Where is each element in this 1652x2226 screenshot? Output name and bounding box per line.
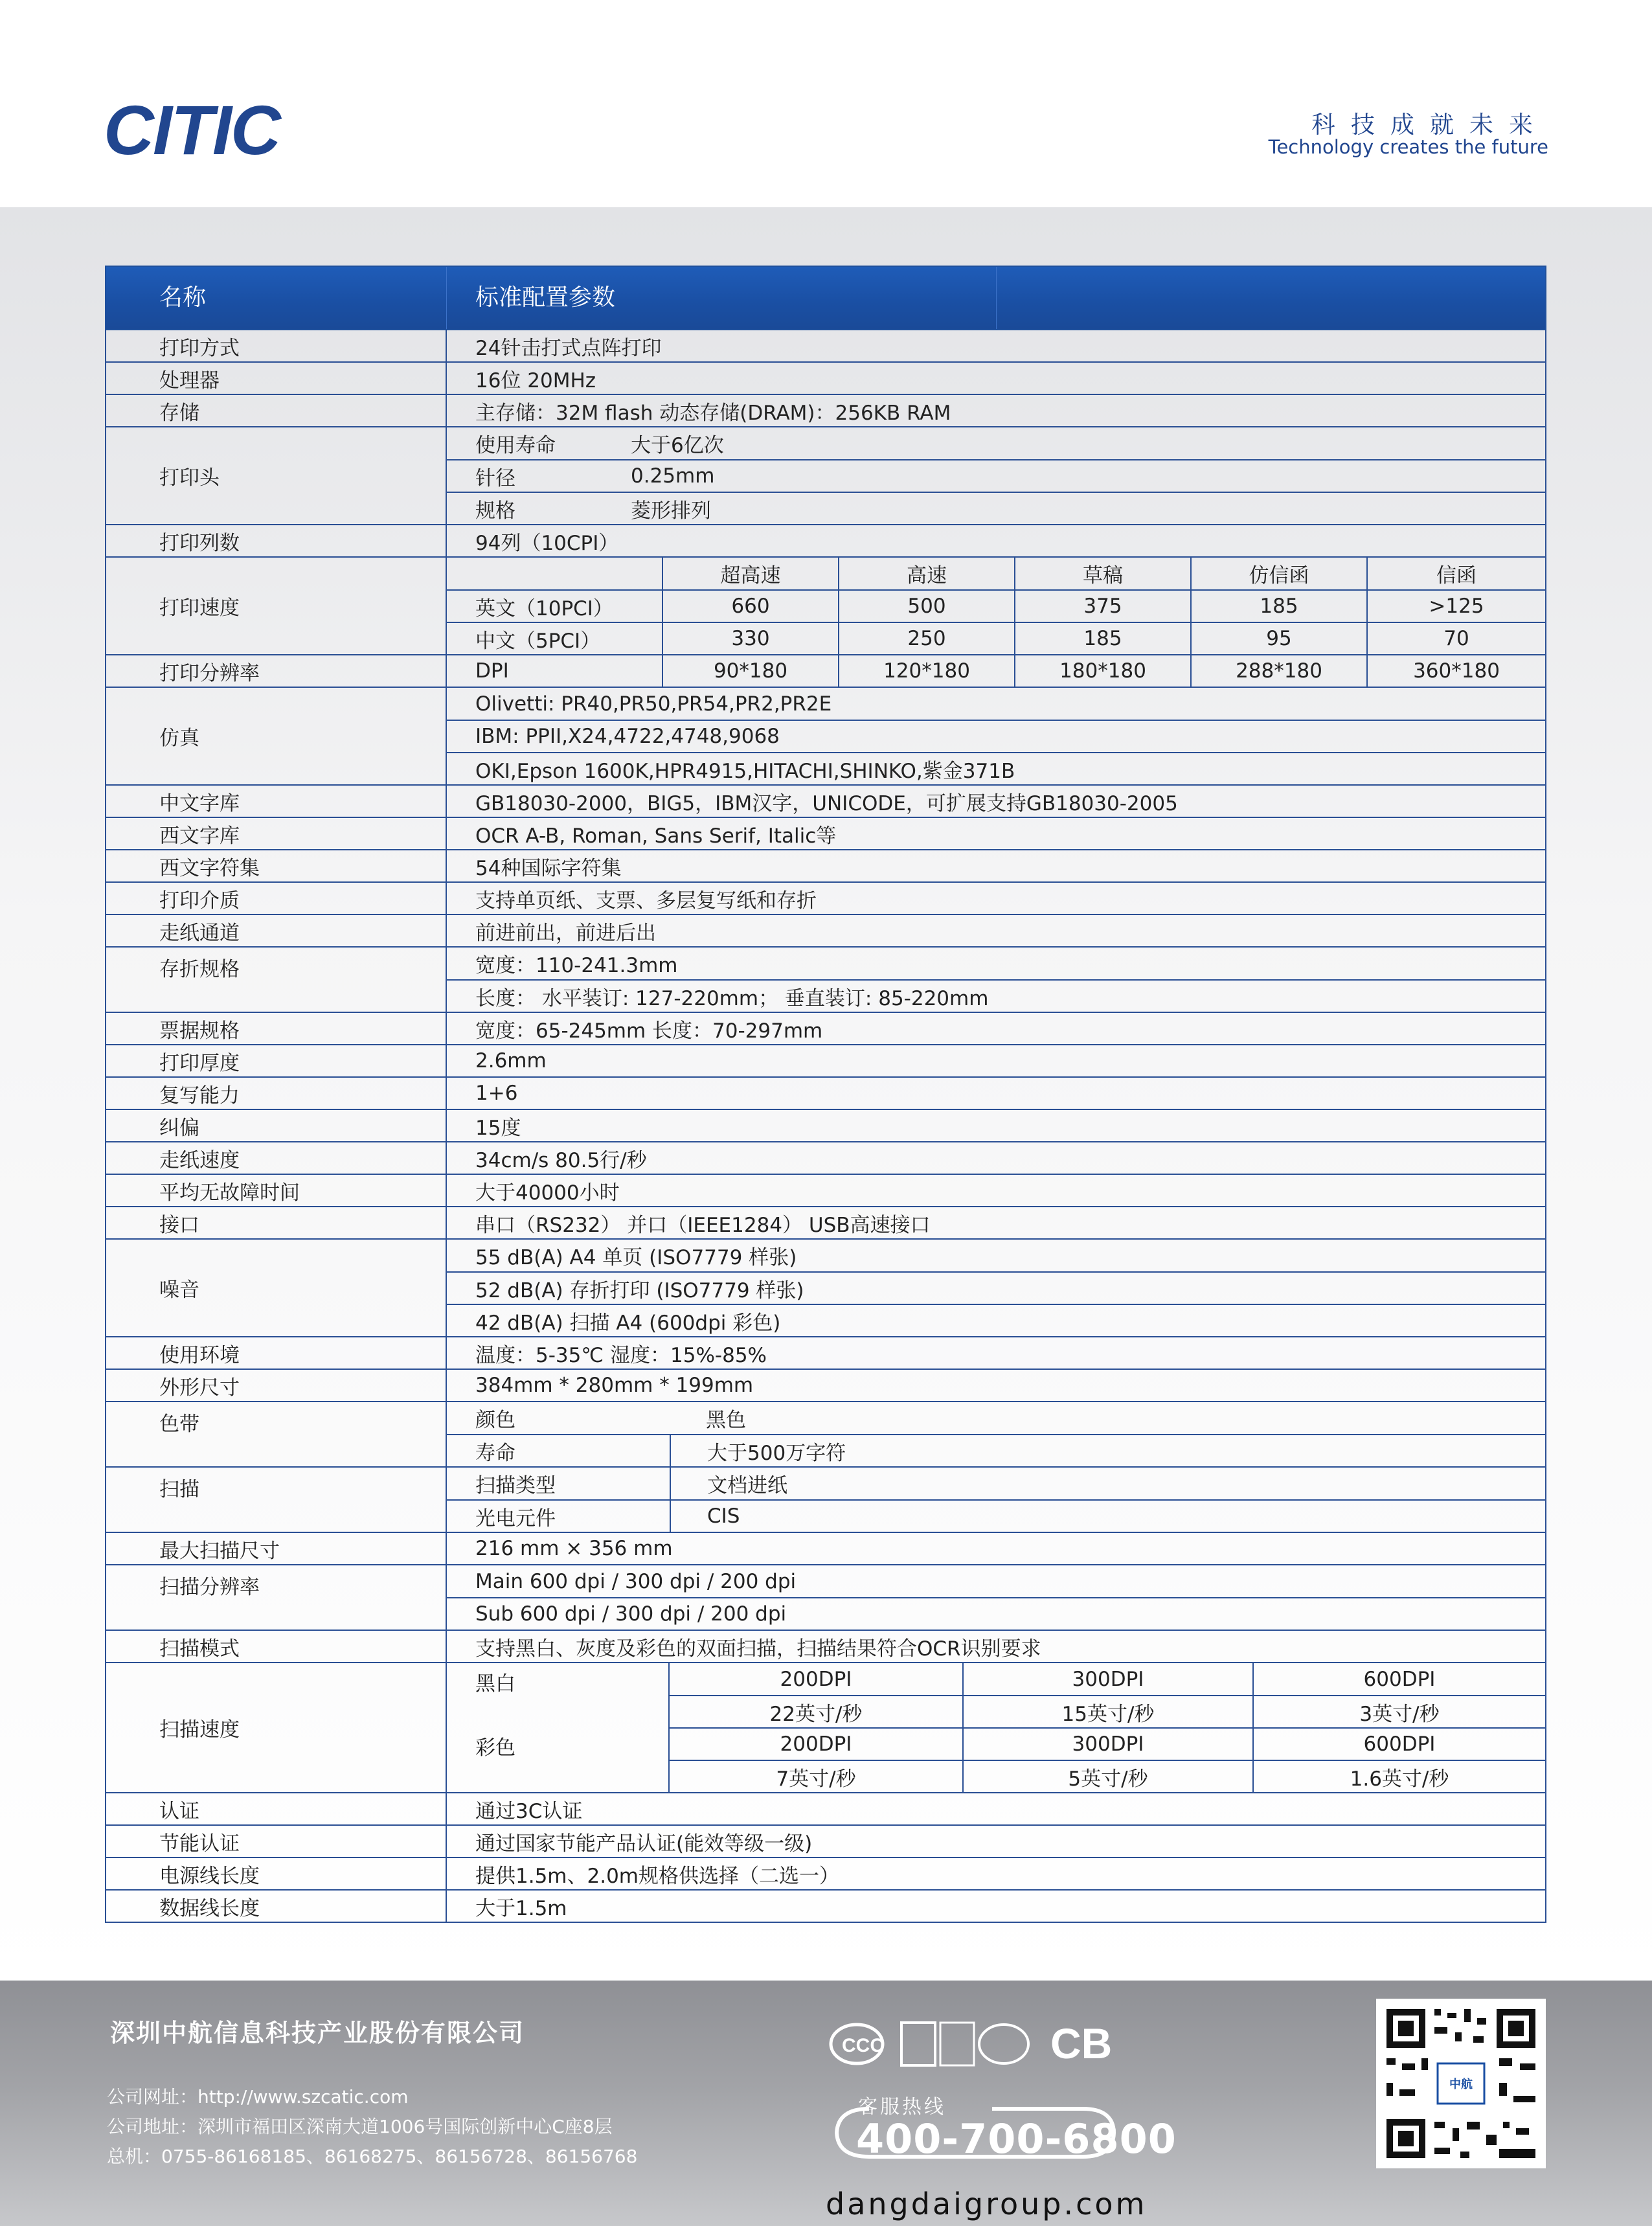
table-section — [447, 1207, 1545, 1238]
header-params: 标准配置参数 — [475, 284, 616, 311]
table-row — [105, 883, 1546, 915]
hotline-label: 客服热线 — [858, 2096, 946, 2118]
slogan-cn: 科技成就未来 — [1311, 111, 1548, 139]
table-row — [105, 1110, 1546, 1142]
table-row — [105, 1370, 1546, 1402]
table-cell: 55 dB(A) A4 单页 (ISO7779 样张) — [475, 1246, 797, 1269]
row-label: 打印头 — [106, 427, 447, 524]
table-cell: IBM: PPII,X24,4722,4748,9068 — [447, 720, 1545, 752]
citic-logo — [104, 97, 324, 162]
table-cell: 22英寸/秒 — [769, 1702, 863, 1726]
table-cell: 草稿 — [1014, 558, 1190, 589]
table-cell: 提供1.5m、2.0m规格供选择（二选一） — [475, 1864, 839, 1888]
table-row — [105, 818, 1546, 850]
table-section — [447, 395, 1545, 426]
table-cell: 通过3C认证 — [475, 1799, 583, 1823]
table-section — [447, 1142, 1545, 1174]
table-cell: >125 — [1366, 591, 1545, 622]
row-label: 存折规格 — [106, 948, 447, 1012]
table-section — [670, 1760, 1545, 1792]
table-cell: DPI — [475, 659, 509, 683]
table-section — [447, 883, 1545, 914]
table-cell: 通过国家节能产品认证(能效等级一级) — [475, 1832, 813, 1856]
table-cell: 长度： 水平装订: 127-220mm； 垂直装订: 85-220mm — [447, 979, 1545, 1012]
table-row — [105, 330, 1546, 363]
table-cell: 384mm * 280mm * 199mm — [475, 1374, 754, 1397]
row-value: 24针击打式点阵打印 — [475, 336, 662, 360]
row-value — [447, 492, 1545, 524]
table-section — [447, 363, 1545, 394]
table-cell: 52 dB(A) 存折打印 (ISO7779 样张) — [447, 1271, 1545, 1304]
table-row — [105, 1826, 1546, 1858]
table-cell: 串口（RS232） 并口（IEEE1284） USB高速接口 — [475, 1213, 931, 1237]
table-row — [105, 1631, 1546, 1663]
table-cell: 信函 — [1366, 558, 1545, 589]
table-section: 黑白 — [475, 1672, 515, 1696]
row-label: 西文字符集 — [106, 850, 447, 881]
table-cell: 360*180 — [1366, 655, 1545, 687]
company-website: 公司网址：http://www.szcatic.com — [107, 2086, 409, 2107]
row-label: 打印厚度 — [106, 1045, 447, 1076]
table-cell: 3英寸/秒 — [1252, 1696, 1545, 1727]
qr-code-icon — [1376, 1999, 1546, 2168]
row-label: 仿真 — [106, 688, 447, 784]
cell-text: 规格 — [475, 499, 515, 523]
table-cell: 300DPI — [962, 1663, 1252, 1695]
table-row — [105, 786, 1546, 818]
row-label: 扫描分辨率 — [106, 1565, 447, 1630]
row-label: 纠偏 — [106, 1110, 447, 1141]
table-section — [447, 818, 1545, 849]
table-cell: 180*180 — [1014, 655, 1190, 687]
row-value: 主存储：32M flash 动态存储(DRAM)：256KB RAM — [475, 401, 951, 425]
row-label: 走纸通道 — [106, 915, 447, 946]
table-cell: 330 — [662, 623, 838, 654]
table-cell: 288*180 — [1190, 655, 1366, 687]
table-cell: 375 — [1014, 591, 1190, 622]
table-section — [447, 948, 1545, 1012]
table-cell: 250 — [838, 623, 1014, 654]
table-cell: 扫描类型 — [475, 1474, 556, 1497]
table-section — [447, 427, 1545, 524]
table-row — [105, 1175, 1546, 1207]
table-section — [447, 330, 1545, 361]
row-label: 噪音 — [106, 1240, 447, 1336]
table-cell: 英文（10PCI） — [475, 596, 613, 620]
table-cell: Main 600 dpi / 300 dpi / 200 dpi — [475, 1569, 797, 1593]
cell-text: 菱形排列 — [631, 499, 711, 523]
row-label: 最大扫描尺寸 — [106, 1533, 447, 1564]
row-label: 处理器 — [106, 363, 447, 394]
table-cell: 216 mm × 356 mm — [475, 1537, 673, 1560]
table-section — [447, 589, 1545, 622]
hotline-number: 400-700-6800 — [856, 2115, 1177, 2163]
table-section — [447, 622, 1545, 654]
table-section — [447, 558, 1545, 654]
table-cell: 寿命 — [475, 1441, 515, 1465]
table-cell: GB18030-2000，BIG5，IBM汉字，UNICODE，可扩展支持GB18030-2005 — [475, 791, 1178, 815]
table-cell: 7英寸/秒 — [776, 1767, 856, 1791]
row-label: 平均无故障时间 — [106, 1175, 447, 1206]
row-label: 打印方式 — [106, 330, 447, 361]
table-section — [447, 1468, 1545, 1532]
table-section — [996, 267, 997, 329]
iso-icon — [901, 2023, 935, 2065]
table-section — [447, 655, 1545, 687]
table-row — [105, 525, 1546, 558]
table-cell: 宽度：110-241.3mm — [475, 954, 678, 977]
table-cell: 600DPI — [1252, 1729, 1545, 1760]
row-label: 扫描模式 — [106, 1631, 447, 1662]
spec-table — [105, 266, 1546, 1923]
table-cell: 高速 — [838, 558, 1014, 589]
table-row — [105, 1468, 1546, 1533]
table-cell: 90*180 — [662, 655, 838, 687]
table-cell: 120*180 — [838, 655, 1014, 687]
row-value: 94列（10CPI） — [475, 531, 619, 555]
table-cell: 185 — [1190, 591, 1366, 622]
table-section — [670, 1663, 1545, 1792]
table-cell: 温度：5-35℃ 湿度：15%-85% — [475, 1343, 767, 1367]
table-row — [105, 1045, 1546, 1078]
table-section — [447, 786, 1545, 817]
cell-text: 使用寿命 — [475, 434, 556, 457]
row-label: 扫描 — [106, 1468, 447, 1532]
table-cell: OCR A-B, Roman, Sans Serif, Italic等 — [475, 824, 837, 848]
row-label: 打印分辨率 — [106, 655, 447, 687]
table-row — [105, 395, 1546, 427]
table-section — [447, 655, 1545, 687]
company-phone: 总机：0755-86168185、86168275、86156728、86156768 — [107, 2146, 638, 2167]
table-cell: 支持黑白、灰度及彩色的双面扫描，扫描结果符合OCR识别要求 — [475, 1637, 1041, 1661]
cnas-icon — [979, 2025, 1028, 2063]
table-cell: 185 — [1014, 623, 1190, 654]
company-name: 深圳中航信息科技产业股份有限公司 — [110, 2019, 525, 2047]
cell-text: 0.25mm — [631, 464, 715, 488]
table-section — [447, 1565, 1545, 1630]
row-label: 中文字库 — [106, 786, 447, 817]
table-cell: 54种国际字符集 — [475, 856, 622, 880]
table-section — [447, 1013, 1545, 1044]
table-section: 彩色 — [475, 1736, 515, 1760]
table-cell: 660 — [662, 591, 838, 622]
table-row — [105, 1663, 1546, 1793]
table-section — [447, 525, 1545, 556]
table-section — [447, 1078, 1545, 1109]
table-cell: 黑色 — [706, 1409, 746, 1432]
company-address: 公司地址：深圳市福田区深南大道1006号国际创新中心C座8层 — [107, 2116, 613, 2137]
cb-mark: CB — [1050, 2019, 1113, 2067]
table-row — [105, 1793, 1546, 1826]
table-cell: Sub 600 dpi / 300 dpi / 200 dpi — [447, 1597, 1545, 1630]
table-row — [105, 1240, 1546, 1337]
table-row — [105, 915, 1546, 948]
table-cell: CIS — [670, 1501, 1545, 1532]
table-header — [105, 266, 1546, 330]
row-label: 扫描速度 — [106, 1663, 447, 1792]
table-row — [105, 1402, 1546, 1468]
table-cell: 1+6 — [475, 1082, 518, 1105]
row-label: 节能认证 — [106, 1826, 447, 1857]
table-row — [105, 1858, 1546, 1891]
page-header — [0, 0, 1652, 207]
row-value — [447, 427, 1545, 459]
table-cell: 95 — [1190, 623, 1366, 654]
website-domain: dangdaigroup.com — [826, 2186, 1148, 2221]
row-label: 认证 — [106, 1793, 447, 1824]
table-section — [447, 1402, 1545, 1466]
table-row — [105, 558, 1546, 655]
table-cell: 42 dB(A) 扫描 A4 (600dpi 彩色) — [447, 1304, 1545, 1336]
table-section — [447, 1240, 1545, 1336]
table-section — [447, 1175, 1545, 1206]
table-section — [447, 915, 1545, 946]
table-section — [447, 1858, 1545, 1889]
table-section — [447, 1499, 1545, 1532]
table-cell: 大于40000小时 — [475, 1181, 620, 1205]
table-section — [447, 850, 1545, 881]
row-label: 使用环境 — [106, 1337, 447, 1369]
table-section — [447, 1045, 1545, 1076]
table-section — [447, 1631, 1545, 1662]
table-section — [447, 688, 1545, 784]
table-section — [447, 1468, 1545, 1499]
table-cell: 200DPI — [780, 1732, 852, 1756]
row-label: 外形尺寸 — [106, 1370, 447, 1401]
table-section — [447, 1826, 1545, 1857]
row-label: 打印列数 — [106, 525, 447, 556]
table-section — [447, 1793, 1545, 1824]
table-row — [105, 1533, 1546, 1565]
table-cell: 大于500万字符 — [670, 1435, 1545, 1466]
row-label: 数据线长度 — [106, 1891, 447, 1922]
table-row — [105, 655, 1546, 688]
svg-text:CCC: CCC — [842, 2035, 884, 2056]
row-label: 票据规格 — [106, 1013, 447, 1044]
table-section — [447, 1110, 1545, 1141]
table-cell: 文档进纸 — [670, 1468, 1545, 1499]
table-section — [447, 1663, 670, 1792]
table-cell: 1.6英寸/秒 — [1252, 1761, 1545, 1792]
table-row — [105, 850, 1546, 883]
row-value: 16位 20MHz — [475, 369, 596, 392]
table-section — [447, 1370, 1545, 1401]
table-cell — [447, 558, 662, 589]
table-row — [105, 1207, 1546, 1240]
table-row — [105, 1337, 1546, 1370]
row-label: 电源线长度 — [106, 1858, 447, 1889]
table-section — [447, 1891, 1545, 1922]
cell-text: 针径 — [475, 466, 515, 490]
table-cell: 仿信函 — [1190, 558, 1366, 589]
row-label: 存储 — [106, 395, 447, 426]
table-cell: 支持单页纸、支票、多层复写纸和存折 — [475, 889, 817, 913]
table-cell: 大于1.5m — [475, 1896, 567, 1920]
table-row — [105, 688, 1546, 786]
table-cell: 宽度：65-245mm 长度：70-297mm — [475, 1019, 823, 1043]
row-label: 打印介质 — [106, 883, 447, 914]
table-section — [447, 1402, 1545, 1434]
table-section — [447, 1337, 1545, 1369]
table-row — [105, 1565, 1546, 1631]
table-cell: 颜色 — [475, 1409, 515, 1432]
table-row — [105, 1078, 1546, 1110]
table-row — [105, 948, 1546, 1013]
table-cell: 500 — [838, 591, 1014, 622]
table-cell: 34cm/s 80.5行/秒 — [475, 1148, 647, 1172]
svg-text:CITIC: CITIC — [104, 97, 280, 162]
page-footer — [0, 1981, 1652, 2226]
table-section — [447, 1434, 1545, 1466]
table-cell: 超高速 — [662, 558, 838, 589]
row-value — [447, 459, 1545, 492]
row-label: 接口 — [106, 1207, 447, 1238]
table-section — [670, 1695, 1545, 1727]
table-cell: 中文（5PCI） — [475, 629, 601, 653]
cert-doc-icon — [940, 2023, 974, 2065]
table-cell: OKI,Epson 1600K,HPR4915,HITACHI,SHINKO,紫金371B — [447, 752, 1545, 784]
header-name: 名称 — [106, 267, 447, 329]
certification-icons — [829, 2013, 1120, 2084]
table-row — [105, 1142, 1546, 1175]
table-row — [105, 363, 1546, 395]
row-label: 走纸速度 — [106, 1142, 447, 1174]
table-cell: 70 — [1366, 623, 1545, 654]
row-label: 打印速度 — [106, 558, 447, 654]
table-cell: 5英寸/秒 — [962, 1761, 1252, 1792]
table-cell: 前进前出，前进后出 — [475, 921, 656, 945]
table-section — [447, 1663, 1545, 1792]
table-row — [105, 1013, 1546, 1045]
cell-text: 大于6亿次 — [631, 434, 724, 457]
table-cell: 15英寸/秒 — [962, 1696, 1252, 1727]
table-cell: 15度 — [475, 1116, 521, 1140]
table-cell: 200DPI — [780, 1667, 852, 1691]
svg-text:中航: 中航 — [1449, 2078, 1473, 2091]
table-section — [670, 1727, 1545, 1760]
table-section — [447, 1533, 1545, 1564]
table-cell: 600DPI — [1252, 1663, 1545, 1695]
table-section — [447, 558, 1545, 589]
slogan-en: Technology creates the future — [1268, 136, 1548, 158]
row-label: 西文字库 — [106, 818, 447, 849]
table-row — [105, 1891, 1546, 1923]
table-cell: Olivetti: PR40,PR50,PR54,PR2,PR2E — [475, 692, 832, 716]
table-cell: 光电元件 — [475, 1506, 556, 1530]
table-cell: 2.6mm — [475, 1049, 547, 1073]
table-row — [105, 427, 1546, 525]
row-label: 复写能力 — [106, 1078, 447, 1109]
table-section — [670, 1663, 1545, 1695]
table-cell: 300DPI — [962, 1729, 1252, 1760]
row-label: 色带 — [106, 1402, 447, 1466]
